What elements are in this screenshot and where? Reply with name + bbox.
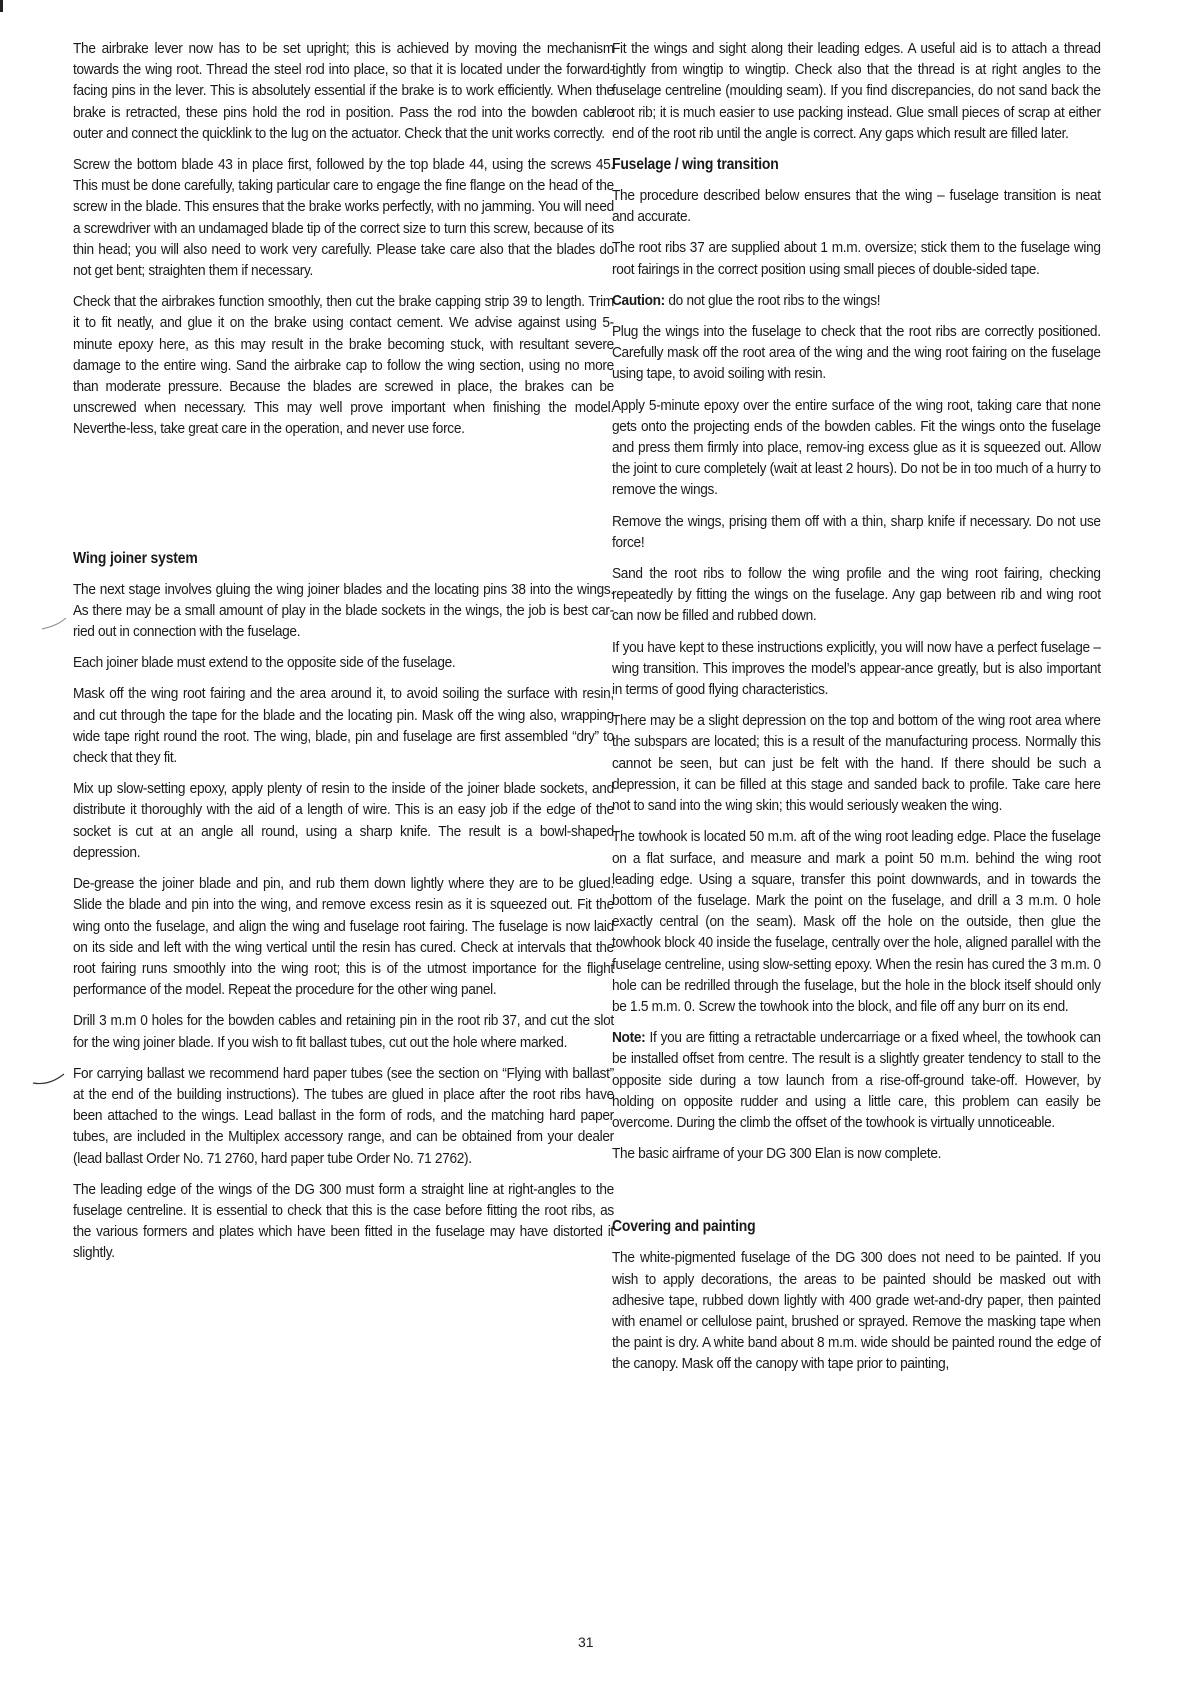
paragraph-degrease: De-grease the joiner blade and pin, and rub them down lightly where they are to be glued. Slide the blade and pin into the wing, and remove excess resin as it is squeezed out. Fit the wing onto the fuselage, and align the wing and fuselage root fairing. The fuselage is now laid on its side and left with the wing vertical until the resin has cured. Check at intervals that the root fairing runs smoothly into the wing root; this is of the utmost importance for the flight performance of the model. Repeat the procedure for the other wing panel. — [73, 875, 614, 999]
paragraph-mask-root-fairing: Mask off the wing root fairing and the area around it, to avoid soiling the surface with resin, and cut through the tape for the blade and the locating pin. Mask off the wing also, wrapping wide tape right round the root. The wing, blade, pin and fuselage are first assembled “dry” to check that they fit. — [73, 685, 614, 767]
paragraph-apply-epoxy: Apply 5-minute epoxy over the entire surface of the wing root, taking care that none gets onto the projecting ends of the bowden cables. Fit the wings onto the fuselage and press them firmly into place, remov-ing excess glue as it is squeezed out. Allow the joint to cure completely (wait at least 2 hours). Do not be in too much of a hurry to remove the wings. — [612, 396, 1101, 499]
paragraph-ballast-tubes: For carrying ballast we recommend hard paper tubes (see the section on “Flying with ballast” at the end of the building instructions). The tubes are glued in place after the root ribs have been attached to the wings. Lead ballast in the form of rods, and the matching hard paper tubes, are included in the Multiplex accessory range, and can be obtained from your dealer (lead ballast Order No. 71 2760, hard paper tube Order No. 71 2762). — [73, 1064, 614, 1167]
pencil-tick-mark — [40, 615, 70, 633]
paragraph-perfect-transition: If you have kept to these instructions explicitly, you will now have a perfect fuselage – wing transition. This improves the model’s appear-ance greatly, but is also important in terms of good flying characteristics. — [612, 638, 1101, 699]
caution-text: do not glue the root ribs to the wings! — [664, 291, 881, 309]
paragraph-procedure: The procedure described below ensures that the wing – fuselage transition is neat and accurate. — [612, 187, 1101, 226]
paragraph-towhook: The towhook is located 50 m.m. aft of the wing root leading edge. Place the fuselage on a flat surface, and measure and mark a point 50 m.m. behind the wing root leading edge. Using a square, transfer this point downwards, and in towards the bottom of the fuselage. Mark the point on the fuselage, and drill a 3 m.m. 0 hole exactly central (on the seam). Mask off the hole on the outside, then glue the towhook block 40 inside the fuselage, centrally over the hole, aligned parallel with the fuselage centreline, using slow-setting epoxy. When the resin has cured the 3 m.m. 0 hole can be redrilled through the fuselage, but the hole in the block itself should only be 1.5 m.m. 0. Screw the towhook into the block, and file off any burr on its end. — [612, 828, 1101, 1015]
paragraph-mix-epoxy: Mix up slow-setting epoxy, apply plenty of resin to the inside of the joiner blade sockets, and distribute it thoroughly with the aid of a length of wire. This is an easy job if the edge of the socket is cut at an angle all round, using a sharp knife. The result is a bowl-shaped depression. — [73, 780, 614, 861]
scan-corner-mark — [0, 0, 8, 12]
paragraph-note — [612, 1027, 1101, 1133]
paragraph-plug-wings: Plug the wings into the fuselage to check that the root ribs are correctly positioned. Carefully mask off the root area of the wing and the wing root fairing on the fuselage using tape, to avoid soiling with resin. — [612, 323, 1101, 383]
paragraph-caution — [612, 290, 1101, 311]
paragraph-leading-edge: The leading edge of the wings of the DG 300 must form a straight line at right-angles to the fuselage centreline. It is essential to check that this is the case before fitting the root ribs, as the various formers and plates which have been fitted in the fuselage may have distorted it slightly. — [73, 1180, 614, 1262]
paragraph-depression: There may be a slight depression on the top and bottom of the wing root area where the subspars are located; this is a result of the manufacturing process. Normally this cannot be seen, but can just be felt with the hand. If there should be such a depression, it can be filled at this stage and sanded back to profile. Take care here not to sand into the wing skin; this would seriously weaken the wing. — [612, 712, 1101, 815]
paragraph-sand-root-ribs: Sand the root ribs to follow the wing profile and the wing root fairing, checking repeatedly by fitting the wings on the fuselage. Any gap between rib and wing root can now be filled and rubbed down. — [612, 565, 1101, 625]
caution-label: Caution: — [612, 291, 665, 309]
paragraph-brake-blades: Screw the bottom blade 43 in place first, followed by the top blade 44, using the screws 45. This must be done carefully, taking particular care to engage the fine flange on the head of the screw in the blade. This ensures that the brake works perfectly, with no jamming. You will need a screwdriver with an undamaged blade tip of the correct size to turn this screw, because of its thin head; you will also need to work very carefully. Please take care also that the blades do not get bent; straighten them if necessary. — [73, 156, 614, 280]
paragraph-blade-extent: Each joiner blade must extend to the opposite side of the fuselage. — [73, 654, 456, 672]
paragraph-covering: The white-pigmented fuselage of the DG 300 does not need to be painted. If you wish to apply decorations, the areas to be painted should be masked out with adhesive tape, rubbed down lightly with 400 grade wet-and-dry paper, then painted with enamel or cellulose paint, brushed or sprayed. Remove the masking tape when the paint is dry. A white band about 8 m.m. wide should be painted round the edge of the canopy. Mask off the canopy with tape prior to painting, — [612, 1249, 1101, 1373]
page-number: 31 — [578, 1634, 594, 1650]
paragraph-airbrake-lever: The airbrake lever now has to be set upright; this is achieved by moving the mechanism towards the wing root. Thread the steel rod into place, so that it is located under the forward-facing pins in the lever. This is absolutely essential if the brake is to work efficiently. When the brake is retracted, these pins hold the rod in position. Pass the rod into the bowden cable outer and connect the quicklink to the lug on the actuator. Check that the unit works correctly. — [73, 40, 614, 142]
heading-wing-joiner-system: Wing joiner system — [73, 549, 198, 567]
paragraph-airframe-complete: The basic airframe of your DG 300 Elan is now complete. — [612, 1145, 942, 1163]
paragraph-fit-wings: Fit the wings and sight along their leading edges. A useful aid is to attach a thread tightly from wingtip to wingtip. Check also that the thread is at right angles to the fuselage centreline (moulding seam). If you find discrepancies, do not sand back the root rib; it is much easier to use packing instead. Glue small pieces of scrap at either end of the root rib until the angle is correct. Any gaps which result are filled later. — [612, 40, 1101, 142]
paragraph-remove-wings: Remove the wings, prising them off with a thin, sharp knife if necessary. Do not use force! — [612, 512, 1101, 551]
heading-fuselage-wing-transition: Fuselage / wing transition — [612, 156, 779, 174]
note-text: If you are fitting a retractable undercarriage or a fixed wheel, the towhook can be installed offset from centre. The result is a slightly greater tendency to stall to the opposite side during a tow launch from a rise-off-ground take-off. However, by holding on opposite rudder and using a little care, this problem can easily be overcome. During the climb the offset of the towhook is virtually unnoticeable. — [612, 1029, 1101, 1131]
paragraph-root-ribs: The root ribs 37 are supplied about 1 m.m. oversize; stick them to the fuselage wing root fairings in the correct position using small pieces of double-sided tape. — [612, 239, 1101, 278]
heading-covering-painting: Covering and painting — [612, 1218, 756, 1236]
right-column — [612, 38, 1101, 1385]
left-column — [73, 38, 614, 1274]
paragraph-capping-strip: Check that the airbrakes function smoothly, then cut the brake capping strip 39 to length. Trim it to fit neatly, and glue it on the brake using contact cement. We advise against using 5-minute epoxy here, as this may result in the brake becoming stuck, with resultant severe damage to the entire wing. Sand the airbrake cap to follow the wing section, using no more than moderate pressure. Because the blades are screwed in place, the brakes can be unscrewed when necessary. This may well prove important when finishing the model. Neverthe-less, take great care in the operation, and never use force. — [73, 293, 614, 438]
paragraph-joiner-blades: The next stage involves gluing the wing joiner blades and the locating pins 38 into the wings. As there may be a small amount of play in the blade sockets in the wings, the job is best car-ried out in connection with the fuselage. — [73, 580, 614, 641]
pencil-margin-mark — [30, 1072, 70, 1088]
note-label: Note: — [612, 1029, 646, 1047]
paragraph-drill-holes: Drill 3 m.m 0 holes for the bowden cables and retaining pin in the root rib 37, and cut the slot for the wing joiner blade. If you wish to fit ballast tubes, cut out the hole where marked. — [73, 1012, 614, 1051]
